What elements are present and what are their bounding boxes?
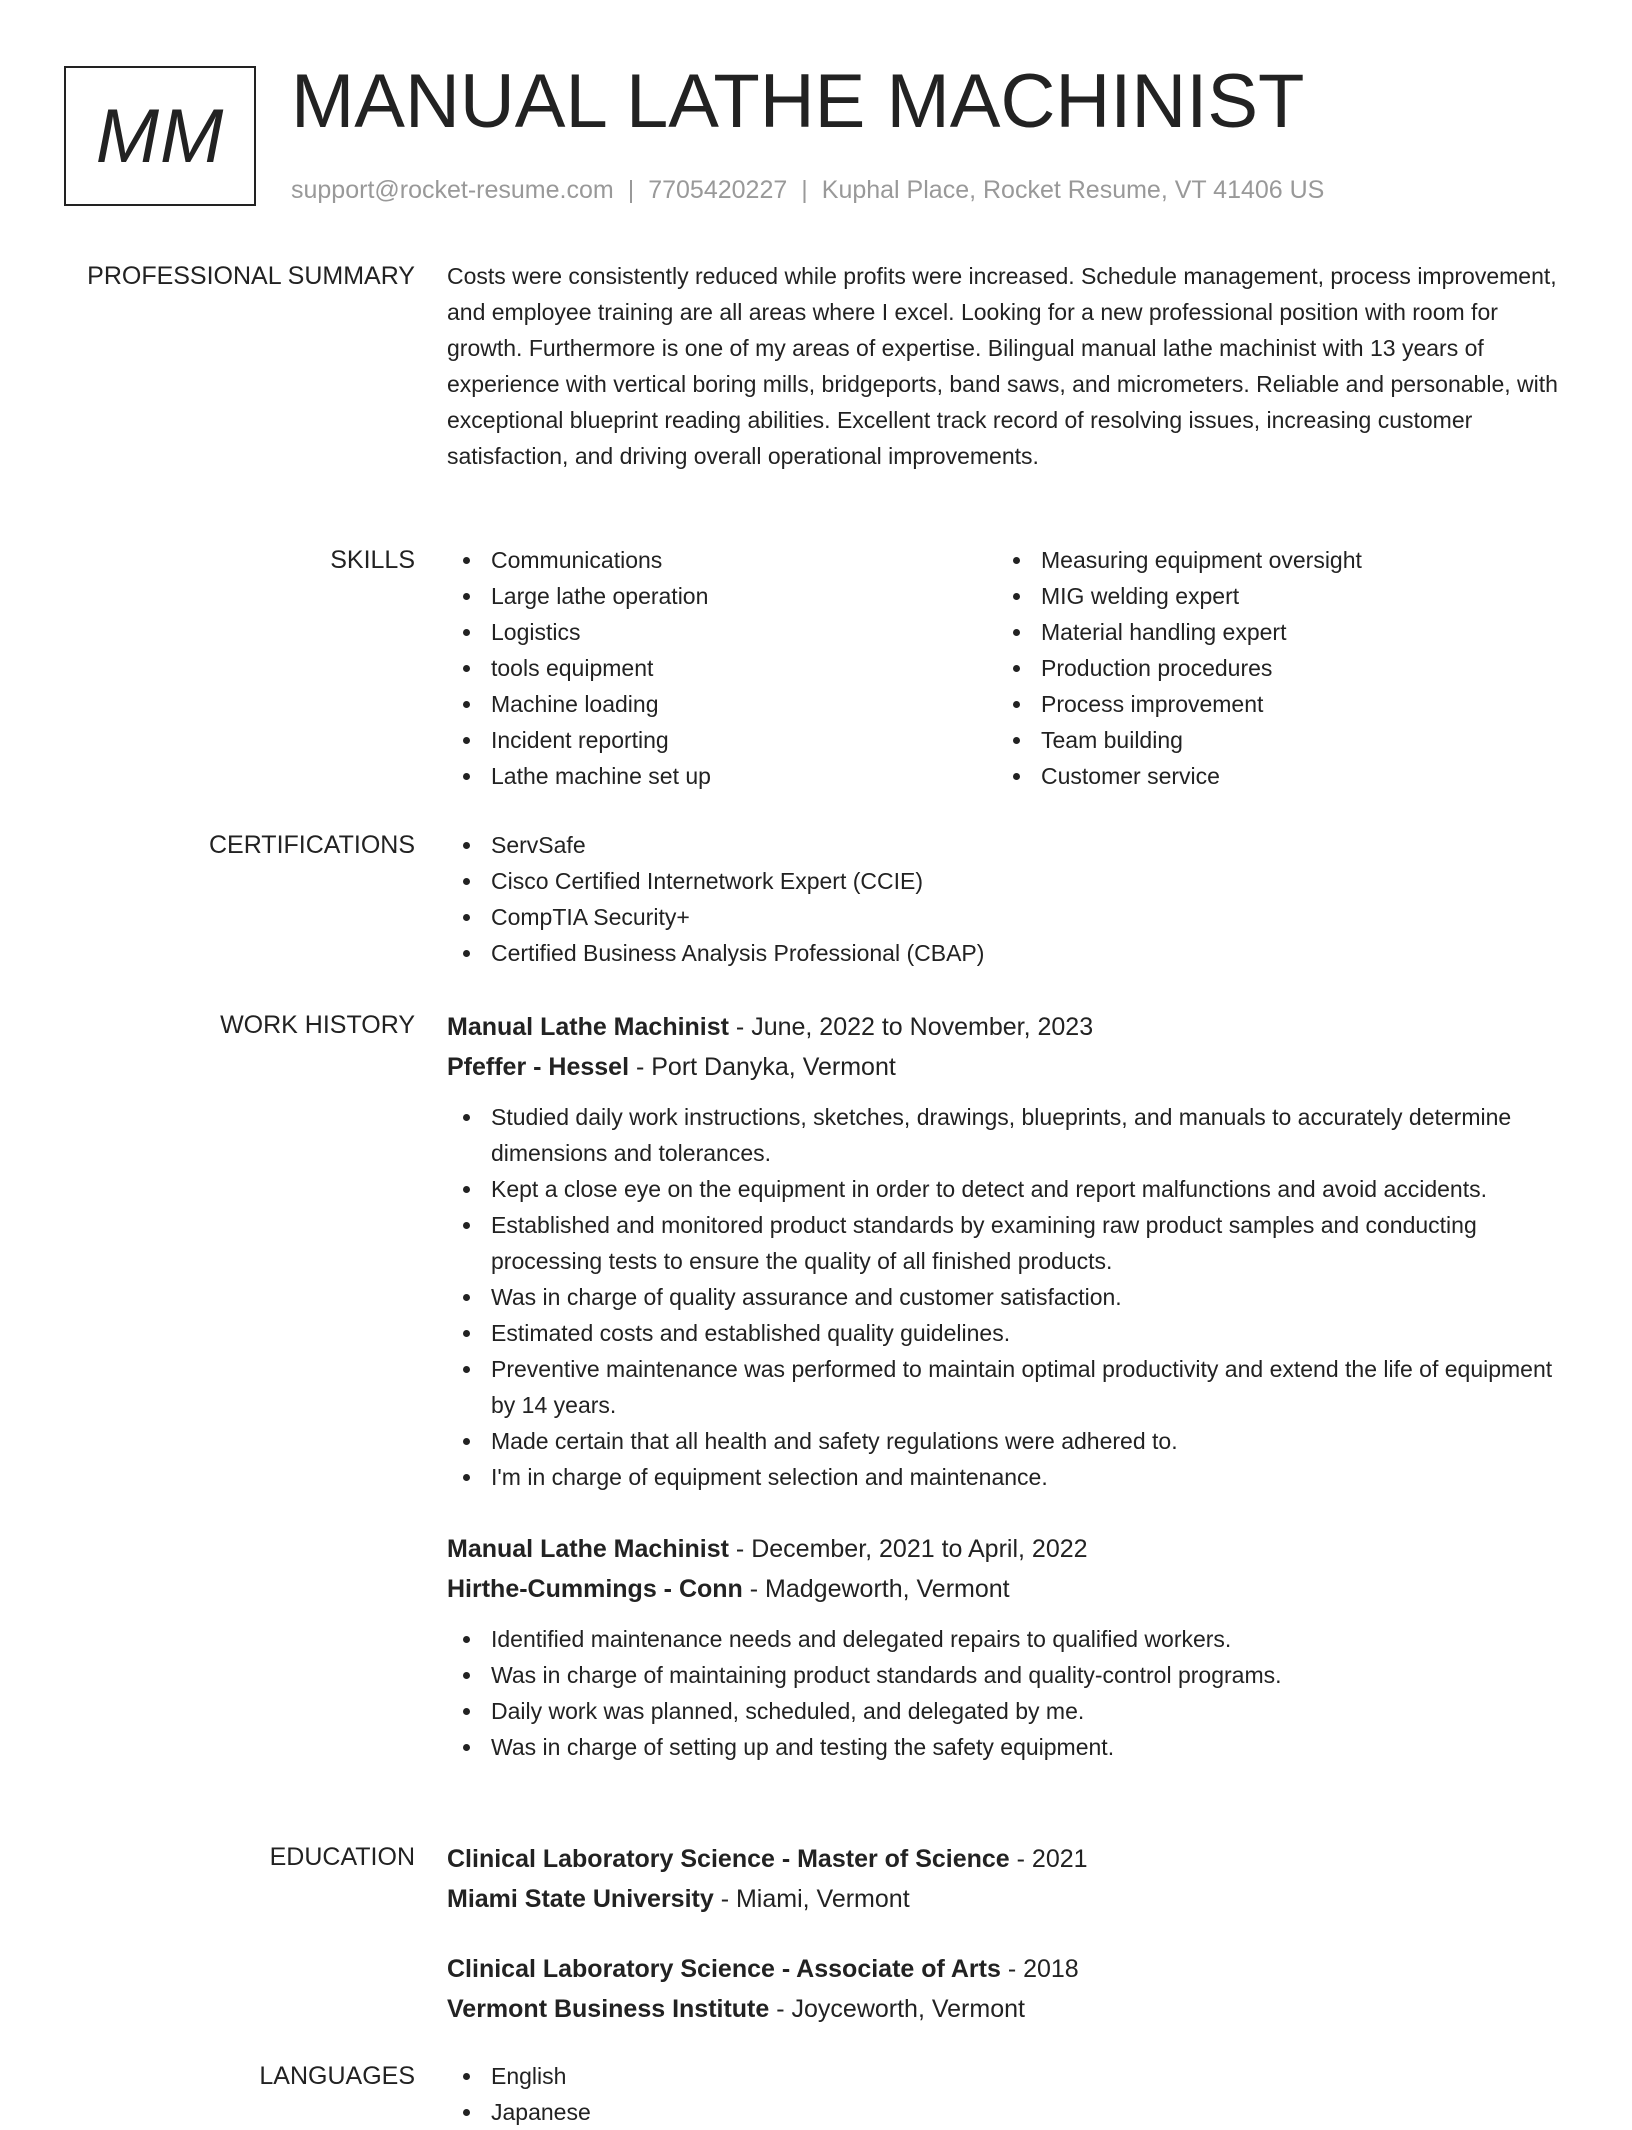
certification-item: CompTIA Security+ <box>447 899 1567 935</box>
skills-body <box>447 542 1567 794</box>
skills-list-left <box>447 542 997 794</box>
education-entry <box>447 1839 1567 1919</box>
education-location: - Joyceworth, Vermont <box>769 1995 1025 2023</box>
section-label-skills: SKILLS <box>330 546 415 574</box>
job-bullet: Kept a close eye on the equipment in order to detect and report malfunctions and avoid accidents. <box>447 1171 1567 1207</box>
education-location: - Miami, Vermont <box>713 1885 910 1913</box>
certifications-list <box>447 827 1567 971</box>
job-location: - Madgeworth, Vermont <box>742 1575 1010 1603</box>
skill-item: Incident reporting <box>447 722 997 758</box>
education-year: - 2021 <box>1009 1845 1088 1873</box>
work-history-body <box>447 1007 1567 1799</box>
education-degree: Clinical Laboratory Science - Associate of Arts <box>447 1955 1001 1983</box>
skill-item: Machine loading <box>447 686 997 722</box>
job-bullets <box>447 1621 1567 1765</box>
job-entry <box>447 1007 1567 1495</box>
certification-item: Cisco Certified Internetwork Expert (CCIE) <box>447 863 1567 899</box>
job-title-line <box>447 1007 1567 1047</box>
job-bullet: Made certain that all health and safety regulations were adhered to. <box>447 1423 1567 1459</box>
job-bullet: Studied daily work instructions, sketches, drawings, blueprints, and manuals to accurately determine dimensions and tolerances. <box>447 1099 1567 1171</box>
skill-item: Lathe machine set up <box>447 758 997 794</box>
job-entry <box>447 1529 1567 1765</box>
job-bullet: Was in charge of setting up and testing the safety equipment. <box>447 1729 1567 1765</box>
education-school-line <box>447 1989 1567 2029</box>
skill-item: Measuring equipment oversight <box>997 542 1547 578</box>
education-school: Miami State University <box>447 1885 714 1913</box>
contact-line <box>291 174 1324 206</box>
job-bullet: Was in charge of maintaining product standards and quality-control programs. <box>447 1657 1567 1693</box>
job-location: - Port Danyka, Vermont <box>629 1053 896 1081</box>
certification-item: ServSafe <box>447 827 1567 863</box>
education-degree-line <box>447 1839 1567 1879</box>
skill-item: Customer service <box>997 758 1547 794</box>
languages-list <box>447 2058 1567 2130</box>
certification-item: Certified Business Analysis Professional (CBAP) <box>447 935 1567 971</box>
job-bullet: Established and monitored product standards by examining raw product samples and conducting processing tests to ensure the quality of all finished products. <box>447 1207 1567 1279</box>
section-label-education: EDUCATION <box>269 1843 415 1871</box>
summary-body <box>447 258 1567 474</box>
skill-item: Communications <box>447 542 997 578</box>
education-year: - 2018 <box>1000 1955 1079 1983</box>
skill-item: Logistics <box>447 614 997 650</box>
education-entry <box>447 1949 1567 2029</box>
job-dates: - December, 2021 to April, 2022 <box>728 1535 1088 1563</box>
education-degree-line <box>447 1949 1567 1989</box>
job-bullet: Estimated costs and established quality guidelines. <box>447 1315 1567 1351</box>
resume-title: MANUAL LATHE MACHINIST <box>291 59 1305 144</box>
job-dates: - June, 2022 to November, 2023 <box>728 1013 1094 1041</box>
summary-text: Costs were consistently reduced while profits were increased. Schedule management, process improvement, and employee training are all areas where I excel. Looking for a new professional position with room for growth. Furthermore is one of my areas of expertise. Bilingual manual lathe machinist with 13 years of experience with vertical boring mills, bridgeports, band saws, and micrometers. Reliable and personable, with exceptional blueprint reading abilities. Excellent track record of resolving issues, increasing customer satisfaction, and driving overall operational improvements. <box>447 263 1558 469</box>
education-body <box>447 1839 1567 2059</box>
contact-phone[interactable]: 7705420227 <box>648 176 788 204</box>
skill-item: Process improvement <box>997 686 1547 722</box>
education-school: Vermont Business Institute <box>447 1995 770 2023</box>
contact-separator: | <box>627 176 635 204</box>
language-item: Japanese <box>447 2094 1567 2130</box>
skill-item: Production procedures <box>997 650 1547 686</box>
skill-item: Material handling expert <box>997 614 1547 650</box>
skill-item: Large lathe operation <box>447 578 997 614</box>
language-item: English <box>447 2058 1567 2094</box>
skill-item: tools equipment <box>447 650 997 686</box>
job-company: Pfeffer - Hessel <box>447 1053 630 1081</box>
job-bullet: Preventive maintenance was performed to maintain optimal productivity and extend the life of equipment by 14 years. <box>447 1351 1567 1423</box>
job-title: Manual Lathe Machinist <box>447 1013 729 1041</box>
job-company: Hirthe-Cummings - Conn <box>447 1575 743 1603</box>
job-bullet: I'm in charge of equipment selection and maintenance. <box>447 1459 1567 1495</box>
languages-body <box>447 2058 1567 2130</box>
job-company-line <box>447 1047 1567 1087</box>
education-degree: Clinical Laboratory Science - Master of Science <box>447 1845 1010 1873</box>
job-title: Manual Lathe Machinist <box>447 1535 729 1563</box>
skill-item: MIG welding expert <box>997 578 1547 614</box>
section-label-certifications: CERTIFICATIONS <box>208 831 415 859</box>
education-school-line <box>447 1879 1567 1919</box>
job-bullet: Was in charge of quality assurance and customer satisfaction. <box>447 1279 1567 1315</box>
skill-item: Team building <box>997 722 1547 758</box>
job-title-line <box>447 1529 1567 1569</box>
job-bullets <box>447 1099 1567 1495</box>
job-company-line <box>447 1569 1567 1609</box>
contact-email[interactable]: support@rocket-resume.com <box>291 176 614 204</box>
contact-separator: | <box>801 176 808 204</box>
contact-address: Kuphal Place, Rocket Resume, VT 41406 US <box>821 176 1325 204</box>
skills-list-right <box>997 542 1547 794</box>
section-label-summary: PROFESSIONAL SUMMARY <box>87 262 415 290</box>
section-label-languages: LANGUAGES <box>259 2062 415 2090</box>
section-label-work-history: WORK HISTORY <box>220 1011 415 1039</box>
monogram-logo: MM <box>64 66 256 206</box>
job-bullet: Daily work was planned, scheduled, and delegated by me. <box>447 1693 1567 1729</box>
certifications-body <box>447 827 1567 971</box>
job-bullet: Identified maintenance needs and delegated repairs to qualified workers. <box>447 1621 1567 1657</box>
